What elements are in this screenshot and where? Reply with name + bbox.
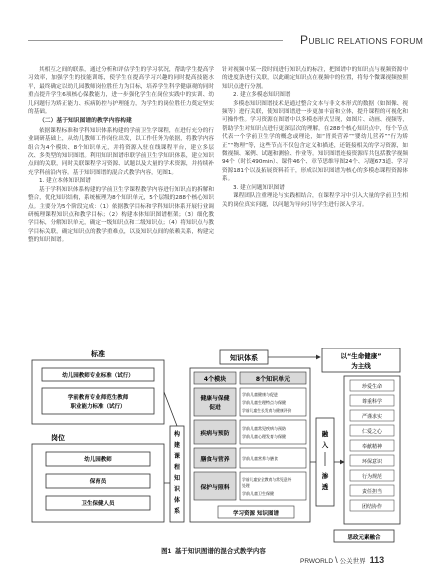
- module-name: 疾病与预防: [200, 431, 230, 437]
- paragraph: 依据课程标准和学科知识体系构建的学前卫生学课程，在进行充分的行业调研基础上，从幼儿教师工作岗位出发，以工作任务为依据，将教学内容组合为4个模块、8个知识单元，并将资源入驻在线课程平台，建立多层次、多类型的知识图谱。利用知识图谱串联学前卫生学知识体系，建立知识点间的关联，同时关联课程学习资源、试题以及大量的学术资源，并持续补充学科前沿内容。基于知识图谱的混合式教学内容，见图1。: [28, 127, 214, 176]
- figure-1: [30, 348, 402, 554]
- header-initial: P: [300, 33, 309, 47]
- resource-bar-text: 学习资源 知识图谱: [233, 511, 279, 517]
- svg-text:尊重科学: 尊重科学: [361, 399, 383, 405]
- caption-text: 基于知识图谱的混合式教学内容: [174, 548, 266, 555]
- svg-text:团结协作: 团结协作: [361, 504, 383, 510]
- module-name: 保护与照料: [200, 485, 230, 491]
- header-units: 8个知识单元: [255, 376, 291, 383]
- section-heading: （二）基于知识图谱的教学内容构建: [39, 118, 132, 125]
- unit-text: 处理: [242, 483, 250, 488]
- theme-text: 以“生命健康”: [340, 352, 382, 360]
- svg-text:责任担当: 责任担当: [361, 489, 383, 495]
- header-rest: UBLIC RELATIONS FORUM: [308, 36, 424, 46]
- integrate-char: 入: [321, 441, 329, 449]
- integrate-char: 融: [321, 430, 329, 438]
- page-footer: PRWORLD \ 公关世界 113: [300, 555, 385, 565]
- connector: [164, 392, 177, 426]
- standard-item-text: 职业能力标准（试行）: [70, 404, 126, 410]
- paragraph: 基于学科知识体系构建的学前卫生学课程教学内容进行知识点的拆解和整合，优化知识结构，系统梳理为8个知识单元，5个层级的288个核心知识点。主要分为5个阶段完成：（1）依据教学目标和学科知识体系开展行业调研梳理课程知识点和教学目标；（2）构建本体知识图谱框架；（3）细化教学目标，分解知识单元，确定一级知识点和二级知识点；（4）将知识点与教学目标关联，确定知识点的教学重难点，以及知识点间的依赖关系，构建完整的知识图谱。: [28, 186, 214, 244]
- svg-text:行为规范: 行为规范: [361, 474, 383, 480]
- right-column: [222, 66, 408, 209]
- module-name: 健康与保健: [200, 396, 230, 402]
- svg-text:系: 系: [173, 508, 181, 515]
- standard-item-text: 学前教育专业师范生教师: [67, 395, 129, 401]
- svg-text:奉献精神: 奉献精神: [361, 444, 383, 450]
- subheading: 2. 建立多模态知识图谱: [233, 92, 291, 99]
- unit-cell: [240, 420, 306, 444]
- paragraph: 课程团队注重理论与实践相结合，在课程学习中引入大量的学前卫生相关的岗位真实问题，以问题为导向引导学生进行深入学习。: [222, 193, 408, 208]
- module-cell: [194, 388, 236, 416]
- module-name: 促进: [209, 405, 221, 411]
- post-item-text: 保育员: [89, 479, 107, 485]
- section-header: [300, 33, 423, 47]
- standard-item-text: 幼儿园教师专业标准（试行）: [62, 373, 134, 379]
- magazine-name: PRWORLD: [300, 558, 334, 565]
- svg-text:珍爱生命: 珍爱生命: [361, 384, 383, 390]
- unit-text: 学前儿童常见疾病与预防: [242, 426, 286, 431]
- svg-text:识: 识: [173, 486, 181, 493]
- post-item-text: 幼儿园教师: [84, 457, 112, 463]
- post-title: 岗位: [51, 434, 65, 442]
- svg-text:课: 课: [173, 453, 181, 460]
- paragraph: 针对视频中某一段时间进行知识点的标注，把图谱中的知识点与视频资源中的进度条进行关联，以此确定知识点在视频中的位置，将每个微课视频按照知识点进行分割。: [222, 67, 408, 90]
- caption-label: 图1: [161, 548, 172, 555]
- values-list: [350, 380, 394, 511]
- svg-text:环保意识: 环保意识: [361, 459, 383, 465]
- svg-text:构: 构: [173, 431, 181, 438]
- standard-item: [42, 388, 154, 414]
- header-modules: 4个模块: [203, 376, 227, 383]
- unit-text: 学前儿童卫生保健: [242, 491, 274, 496]
- module-name: 膳食与营养: [200, 457, 230, 463]
- svg-text:知: 知: [173, 475, 181, 482]
- page-number: 113: [369, 555, 385, 565]
- unit-text: 学前儿童安全教育与常见意外: [242, 477, 292, 482]
- left-column: [28, 66, 214, 245]
- svg-text:建: 建: [173, 442, 181, 449]
- svg-text:程: 程: [173, 464, 181, 471]
- subheading: 1. 建立本体知识图谱: [39, 178, 91, 185]
- unit-text: 学前儿童心理发育与保健: [242, 434, 286, 439]
- paragraph: 多模态知识图谱技术是通过整合文本与非文本形式的数据（如图像、视频等）进行关联，使知识图谱进一步更加丰富和立体，提升课程的可视化和可操作性。学习资源在图谱中以多模态形式呈现，如图片、动画、视频等，帮助学生对知识点进行更深层次的理解。在288个核心知识点中，每个节点代表一个学前卫生学的概念或理论，如“胃炎营养”“婴幼儿营养”“行为矫正”“物理”等，这些节点不仅包含定义和描述，还链接相关的学习资源，如微视频、案例、试题和测验、作业等。知识图谱连接资源库共包括教学视频94个（时长490min）、课件46个、章节思维导图24个、习题673道、学习资源181个以及拓展资料若干，形成以知识图谱为核心的多模态课程资源体系。: [222, 100, 408, 183]
- ideology-text: 思政元素融合: [347, 535, 381, 541]
- unit-text: 学前儿童健康与促进: [242, 392, 278, 397]
- header-rule: [28, 40, 283, 41]
- unit-text: 学前儿童生理特点与保健: [242, 400, 286, 405]
- unit-text: 学前儿童营养与膳食: [242, 456, 278, 461]
- figure-caption: [0, 546, 427, 555]
- permeate-char: 透: [321, 483, 329, 491]
- magazine-chinese: 公关世界: [339, 558, 366, 565]
- post-item-text: 卫生保健人员: [81, 501, 115, 507]
- permeate-char: 渗: [321, 472, 329, 480]
- knowledge-system-label: 知识体系: [230, 354, 258, 362]
- subheading: 3. 建立问题知识图谱: [233, 184, 285, 191]
- svg-text:体: 体: [173, 497, 181, 504]
- svg-text:仁爱之心: 仁爱之心: [361, 429, 383, 435]
- svg-text:严谨求实: 严谨求实: [361, 414, 383, 420]
- paragraph: 其相互之间的联系，通过分析和评估学生的学习状况，帮助学生提高学习效率，加强学生的技能训练，使学生在提高学习兴趣的同时提高技能水平，最终确定以幼儿园教师岗位胜任力为目标，培养学生科学健康观的同时重点提升学生6项核心保教能力，进一步强化学生在岗位实践中的实训、幼儿问题行为矫正能力、疾病防控与护理能力，为学生的岗位胜任力奠定坚实的基础。: [28, 67, 214, 116]
- standard-title: 标准: [91, 350, 105, 358]
- theme-text: 为主线: [351, 362, 371, 370]
- unit-text: 学前儿童生长发育与健康评价: [242, 408, 292, 413]
